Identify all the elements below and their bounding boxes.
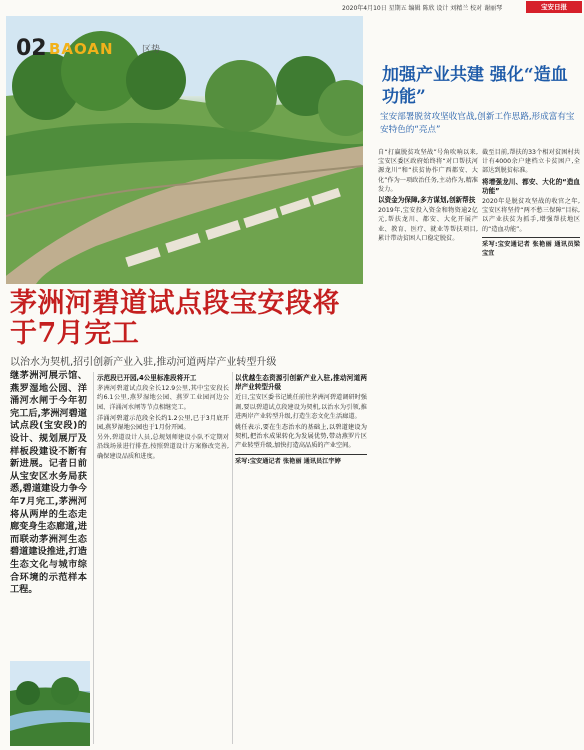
page-header-bar xyxy=(0,0,584,14)
section-subheading: 以资金为保障,多方谋划,创新帮扶 xyxy=(378,196,476,205)
article-column-3 xyxy=(378,148,478,746)
section-subheading: 以优越生态资源引创新产业入驻,推动河道两岸产业转型升级 xyxy=(235,374,367,392)
column-divider xyxy=(232,372,233,744)
issue-date-line: 2020年4月10日 星期五 编辑 陈欣 设计 刘精兰 校对 谢丽琴 xyxy=(342,5,503,12)
article-column-2 xyxy=(235,372,367,747)
paragraph: 另外,碧道设计人员,总规划师建设小队不定期对沿线场景进行排查,按照碧道设计方案修改完善,确保建设品质和进度。 xyxy=(97,434,229,460)
paragraph: 2020年是脱贫攻坚战的收官之年,宝安区将坚持“两不愁三保障”目标,以产业扶贫为抓手,增强帮扶地区的“造血功能”。 xyxy=(482,198,580,233)
masthead-logo: 宝安日报 xyxy=(526,1,582,13)
riverbank-photo xyxy=(10,661,90,746)
paragraph: 自“打赢脱贫攻坚战”号角吹响以来,宝安区委区政府始终将“对口帮扶河源龙川”和“扶贫协作广西都安、大化”作为一项政治任务,主动作为,精准发力。 xyxy=(378,149,478,193)
paragraph: 茅洲河碧道试点段全长12.9公里,其中宝安段长约6.1公里,燕罗湿地公园、燕罗工业园河边公园、洋涌河水闸等节点相继完工。 xyxy=(97,385,229,411)
riverbank-illustration xyxy=(10,661,90,746)
section-subheading: 示范段已开园,4公里标准段将开工 xyxy=(97,374,197,382)
section-name-en: BAOAN xyxy=(49,40,114,58)
main-subheadline: 以治水为契机,招引创新产业入驻,推动河道两岸产业转型升级 xyxy=(10,357,277,368)
lead-paragraph: 继茅洲河展示馆、燕罗湿地公园、洋涌河水闸于今年初完工后,茅洲河碧道试点段(宝安段)的设计、规划展厅及样板段建设不断有新进展。记者日前从宝安区水务局获悉,碧道建设力争今年7月完工,茅洲河将从两岸的生态走廊变身生态廊道,进而联动茅洲河生态碧道建设推进,打造生态文化与城市综合环境的示范样本工程。 xyxy=(10,370,87,596)
paragraph: 洋涌河碧道示范段全长约1.2公里,已于3月底开园,燕罗湿地公园也于1月份开园。 xyxy=(97,414,229,432)
paragraph: 姚任表示,要在生态治水的基础上,以碧道建设为契机,把治水成果转化为发展优势,带动燕罗片区产业转型升级,加快打造高品质的产业空间。 xyxy=(235,424,367,450)
section-subheading: 将增强龙川、都安、大化的“造血功能” xyxy=(482,177,580,195)
riverside-greenway-photo xyxy=(6,16,363,284)
article-column-1 xyxy=(97,372,229,747)
main-headline: 茅洲河碧道试点段宝安段将于7月完工 xyxy=(10,288,340,349)
column-divider xyxy=(93,372,94,744)
paragraph: 2019年,宝安投入资金和物资逾2亿元,帮扶龙川、都安、大化开展产业、教育、医疗、就业等帮扶项目,累计带动贫困人口稳定脱贫。 xyxy=(378,207,478,242)
byline: 采写:宝安通记者 张艳丽 通讯员江宇婷 xyxy=(235,454,367,466)
byline: 采写:宝安通记者 张艳丽 通讯员梁宝宜 xyxy=(482,237,580,258)
paragraph: 截至目前,帮扶的33个相对贫困村共计有4000余户建档立卡贫困户,全部达到脱贫标准。 xyxy=(482,149,580,175)
right-article-subheadline: 宝安部署脱贫攻坚收官战,创新工作思路,形成富有宝安特色的“亮点” xyxy=(380,112,575,135)
section-name-cn: 区势 xyxy=(142,45,161,55)
article-column-4 xyxy=(482,148,580,746)
paragraph: 近日,宝安区委书记姚任前往茅洲河碧道调研时强调,要以碧道试点段建设为契机,以治水为引领,推进两岸产业转型升级,打造生态文化生活廊道。 xyxy=(235,394,367,420)
right-article-headline: 加强产业共建 强化“造血功能” xyxy=(382,65,568,107)
page-number: 02 xyxy=(16,36,47,61)
